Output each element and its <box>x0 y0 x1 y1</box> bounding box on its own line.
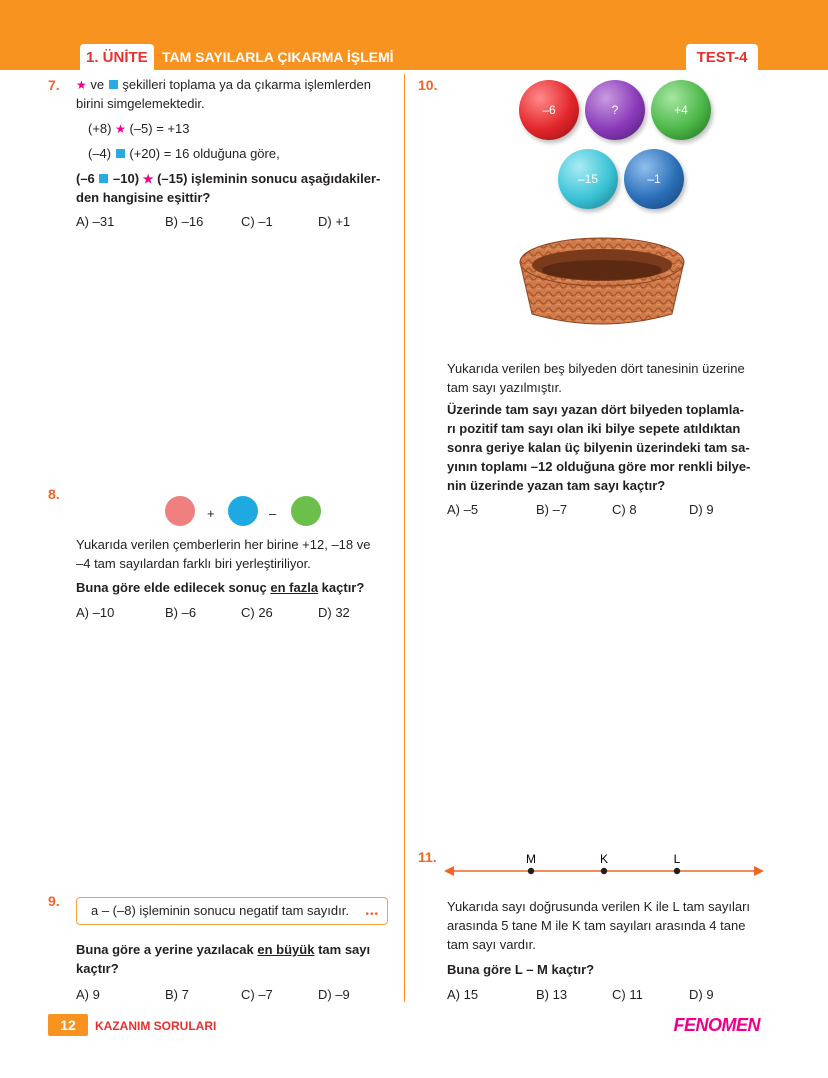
question-7-number: 7. <box>48 77 60 93</box>
question-9-box <box>76 897 388 925</box>
option-b[interactable]: B) 7 <box>165 987 189 1002</box>
right-arrow-icon <box>754 866 764 876</box>
square-icon <box>116 149 125 158</box>
question-11-question: Buna göre L – M kaçtır? <box>447 962 595 977</box>
option-a[interactable]: A) –5 <box>447 502 479 517</box>
star-icon: ★ <box>115 122 126 136</box>
green-circle <box>291 496 321 526</box>
question-11-number: 11. <box>418 849 437 865</box>
option-d[interactable]: D) 9 <box>689 987 714 1002</box>
question-8-question: Buna göre elde edilecek sonuç en fazla kaçtır? <box>76 580 365 595</box>
question-10-bold-3: sonra geriye kalan üç bilyenin üzerindeki tam sa- <box>447 440 750 455</box>
question-8-text-1: Yukarıda verilen çemberlerin her birine +12, –18 ve <box>76 537 371 552</box>
square-icon <box>99 174 108 183</box>
option-a[interactable]: A) –10 <box>76 605 115 620</box>
question-7-expression-line2: den hangisine eşittir? <box>76 190 211 205</box>
option-d[interactable]: D) –9 <box>318 987 350 1002</box>
question-10-text-2: tam sayı yazılmıştır. <box>447 380 562 395</box>
question-10-bold-2: rı pozitif tam sayı olan iki bilye sepete atıldıktan <box>447 421 741 436</box>
question-11-text-1: Yukarıda sayı doğrusunda verilen K ile L tam sayıları <box>447 899 751 914</box>
brand-logo: FENOMEN <box>673 1015 760 1035</box>
unit-title: TAM SAYILARLA ÇIKARMA İŞLEMİ <box>162 49 394 65</box>
question-9-question: Buna göre a yerine yazılacak en büyük tam sayı <box>76 942 371 957</box>
option-c[interactable]: C) 26 <box>241 605 273 620</box>
option-a[interactable]: A) 9 <box>76 987 100 1002</box>
question-10-bold-1: Üzerinde tam sayı yazan dört bilyeden toplamla- <box>447 402 744 417</box>
option-a[interactable]: A) –31 <box>76 214 115 229</box>
question-9-number: 9. <box>48 893 60 909</box>
point-m <box>528 868 534 874</box>
basket-image <box>516 234 688 330</box>
box-dots: ••• <box>365 909 379 920</box>
question-7-intro: ★ ve şekilleri toplama ya da çıkarma işlemlerden <box>76 77 371 92</box>
test-label: TEST-4 <box>686 44 758 72</box>
minus-sign: – <box>269 506 277 521</box>
question-11-text-3: tam sayı vardır. <box>447 937 536 952</box>
page-number: 12 <box>48 1014 88 1036</box>
blue-circle <box>228 496 258 526</box>
footer-label: KAZANIM SORULARI <box>95 1019 217 1033</box>
question-7-equation-2: (–4) (+20) = 16 olduğuna göre, <box>88 146 280 161</box>
question-8-number: 8. <box>48 486 60 502</box>
question-7-expression: (–6 –10) ★ (–15) işleminin sonucu aşağıdakiler- <box>76 171 381 186</box>
label-m: M <box>526 852 536 866</box>
column-divider <box>404 74 405 1002</box>
point-k <box>601 868 607 874</box>
unit-label: 1. ÜNİTE <box>80 44 154 72</box>
option-b[interactable]: B) –7 <box>536 502 568 517</box>
question-11-text-2: arasında 5 tane M ile K tam sayıları arasında 4 tane <box>447 918 746 933</box>
point-l <box>674 868 680 874</box>
question-10-bold-5: nin üzerinde yazan tam sayı kaçtır? <box>447 478 666 493</box>
option-c[interactable]: C) 8 <box>612 502 637 517</box>
red-circle <box>165 496 195 526</box>
option-c[interactable]: C) 11 <box>612 987 643 1002</box>
option-c[interactable]: C) –1 <box>241 214 273 229</box>
star-icon: ★ <box>142 172 154 186</box>
question-10-bold-4: yının toplamı –12 olduğuna göre mor renkli bilye- <box>447 459 751 474</box>
ball-cyan: –15 <box>558 149 618 209</box>
option-c[interactable]: C) –7 <box>241 987 273 1002</box>
square-icon <box>109 80 118 89</box>
label-l: L <box>673 852 681 866</box>
question-7-intro-line2: birini simgelemektedir. <box>76 96 205 111</box>
option-d[interactable]: D) +1 <box>318 214 351 229</box>
option-b[interactable]: B) –6 <box>165 605 197 620</box>
option-d[interactable]: D) 9 <box>689 502 714 517</box>
ball-blue: –1 <box>624 149 684 209</box>
ball-red: –6 <box>519 80 579 140</box>
number-line <box>444 850 764 882</box>
question-9-box-text: a – (–8) işleminin sonucu negatif tam sayıdır. <box>91 903 349 918</box>
label-k: K <box>599 852 609 866</box>
option-a[interactable]: A) 15 <box>447 987 479 1002</box>
plus-sign: + <box>207 506 215 521</box>
left-arrow-icon <box>444 866 454 876</box>
option-b[interactable]: B) –16 <box>165 214 204 229</box>
question-10-text-1: Yukarıda verilen beş bilyeden dört tanesinin üzerine <box>447 361 745 376</box>
ball-green: +4 <box>651 80 711 140</box>
question-8-text-2: –4 tam sayılardan farklı biri yerleştiriliyor. <box>76 556 311 571</box>
question-7-equation-1: (+8) ★ (–5) = +13 <box>88 121 190 136</box>
question-9-question-line2: kaçtır? <box>76 961 119 976</box>
option-d[interactable]: D) 32 <box>318 605 350 620</box>
question-10-number: 10. <box>418 77 438 93</box>
ball-purple: ? <box>585 80 645 140</box>
option-b[interactable]: B) 13 <box>536 987 568 1002</box>
star-icon: ★ <box>76 78 87 92</box>
